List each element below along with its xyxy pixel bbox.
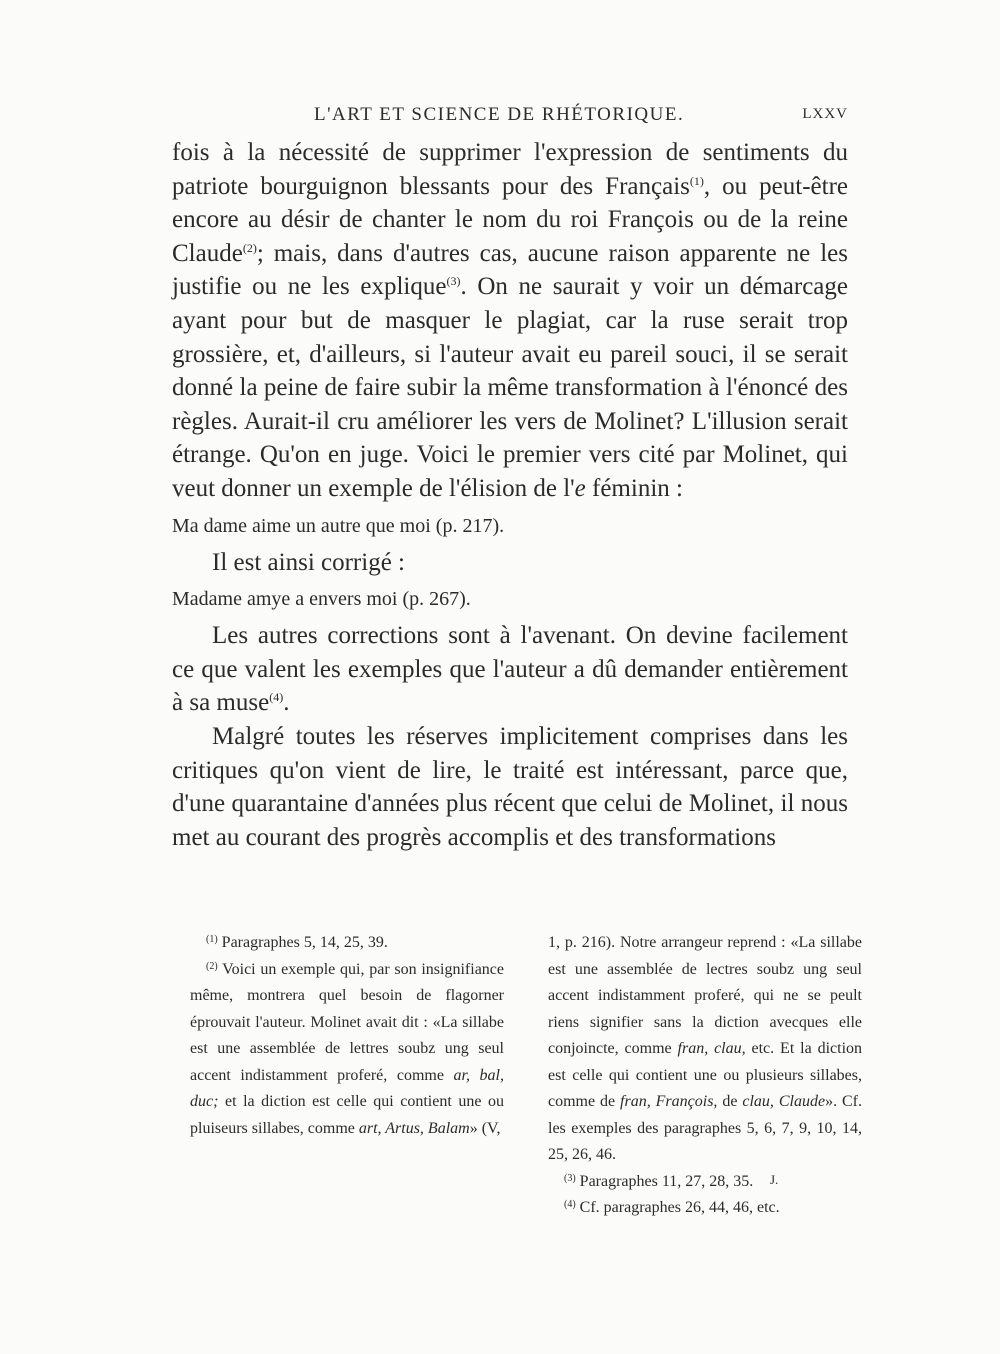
footnote-text: etc. Et la diction est celle qui contient une ou plusieurs sillabes, comme de — [548, 1040, 863, 1110]
footnote-ref-1: (1) — [689, 173, 704, 188]
footnote-3 — [548, 1169, 862, 1196]
italic-run: ar, bal, duc; — [190, 1066, 505, 1110]
footnote-ref-3: (3) — [446, 274, 461, 289]
footnote-text: Paragraphes 11, 27, 28, 35. — [579, 1172, 754, 1190]
footnote-text: » (V, — [469, 1119, 501, 1137]
paragraph-3 — [172, 619, 848, 720]
footnote-text: ». Cf. les exemples des paragraphes 5, 6, 7, 9, 10, 14, 25, 26, 46. — [548, 1093, 863, 1163]
footnotes — [190, 930, 862, 1222]
signature-mark: J. — [770, 1172, 779, 1187]
footnotes-right-column — [548, 930, 862, 1222]
text-run: . On ne saurait y voir un démarcage ayant pour but de masquer le plagiat, car la ruse serait trop grossière, et, d'ailleurs, si l'auteur avait eu pareil souci, il se serait donné la peine de faire subir la même transformation à l'énoncé des règles. Aurait-il cru améliorer les vers de Molinet? L'illusion serait étrange. Qu'on en juge. Voici le premier vers cité par Molinet, qui veut donner un exemple de l'élision de l' — [172, 273, 848, 502]
footnote-2-continued — [548, 930, 862, 1169]
italic-run: art, Artus, Balam — [358, 1119, 470, 1137]
footnote-number: (2) — [206, 960, 218, 972]
footnotes-left-column — [190, 930, 504, 1222]
text-run: fois à la nécessité de supprimer l'expression de sentiments du patriote bourguignon blessants pour des Français — [172, 139, 848, 200]
footnote-number: (4) — [564, 1199, 576, 1210]
text-run: Les autres corrections sont à l'avenant. On devine facilement ce que valent les exemples que l'auteur a dû demander entièrement à sa muse — [172, 622, 848, 717]
footnote-1 — [190, 930, 504, 957]
italic-run: fran, François, — [620, 1093, 718, 1110]
text-run: féminin : — [585, 474, 683, 502]
footnote-ref-4: (4) — [269, 690, 284, 705]
italic-run: fran, clau, — [677, 1040, 746, 1057]
paragraph-1 — [172, 136, 848, 506]
quoted-verse-1: Ma dame aime un autre que moi (p. 217). — [172, 514, 505, 537]
footnote-text: Paragraphes 5, 14, 25, 39. — [221, 934, 388, 951]
running-head — [172, 104, 848, 134]
footnote-text: 1, p. 216). Notre arrangeur reprend : «La sillabe est une assemblée de lectres soubz ung seul accent indistamment proferé, qui ne se peult riens signifier sans la diction avecques elle conjoincte, comme — [548, 934, 862, 1057]
running-title: L'ART ET SCIENCE DE RHÉTORIQUE. — [314, 104, 685, 125]
italic-run: clau, Claude — [742, 1093, 826, 1110]
italic-e: e — [574, 474, 586, 502]
footnote-text: Voici un exemple qui, par son insignifiance même, montrera quel besoin de flagorner éprouvait l'auteur. Molinet avait dit : «La sillabe est une assemblée de lettres soubz ung seul accent indistamment proferé, comme — [190, 960, 504, 1084]
footnote-text: Cf. paragraphes 26, 44, 46, etc. — [579, 1199, 780, 1216]
paragraph-2: Il est ainsi corrigé : — [212, 548, 405, 576]
footnote-number: (3) — [564, 1172, 576, 1184]
footnote-text: de — [717, 1093, 743, 1110]
footnote-4 — [548, 1195, 862, 1222]
footnote-2 — [190, 957, 504, 1143]
footnote-ref-2: (2) — [242, 240, 257, 255]
footnote-text: et la diction est celle qui contient une ou pluiseurs sillabes, comme — [190, 1093, 504, 1137]
page-number: LXXV — [802, 106, 848, 122]
main-text — [172, 136, 848, 854]
footnote-number: (1) — [206, 934, 218, 945]
text-run: ; mais, dans d'autres cas, aucune raison apparente ne les justifie ou ne les explique — [172, 239, 848, 301]
quoted-verse-2: Madame amye a envers moi (p. 267). — [172, 588, 471, 611]
text-run: , ou peut-être encore au désir de chanter le nom du roi François ou de la reine Claude — [172, 172, 848, 267]
text-run: . — [283, 689, 290, 717]
paragraph-4: Malgré toutes les réserves implicitement comprises dans les critiques qu'on vient de lire, le traité est intéressant, parce que, d'une quarantaine d'années plus récent que celui de Molinet, il nous met au courant des progrès accomplis et des transformations — [172, 722, 848, 851]
